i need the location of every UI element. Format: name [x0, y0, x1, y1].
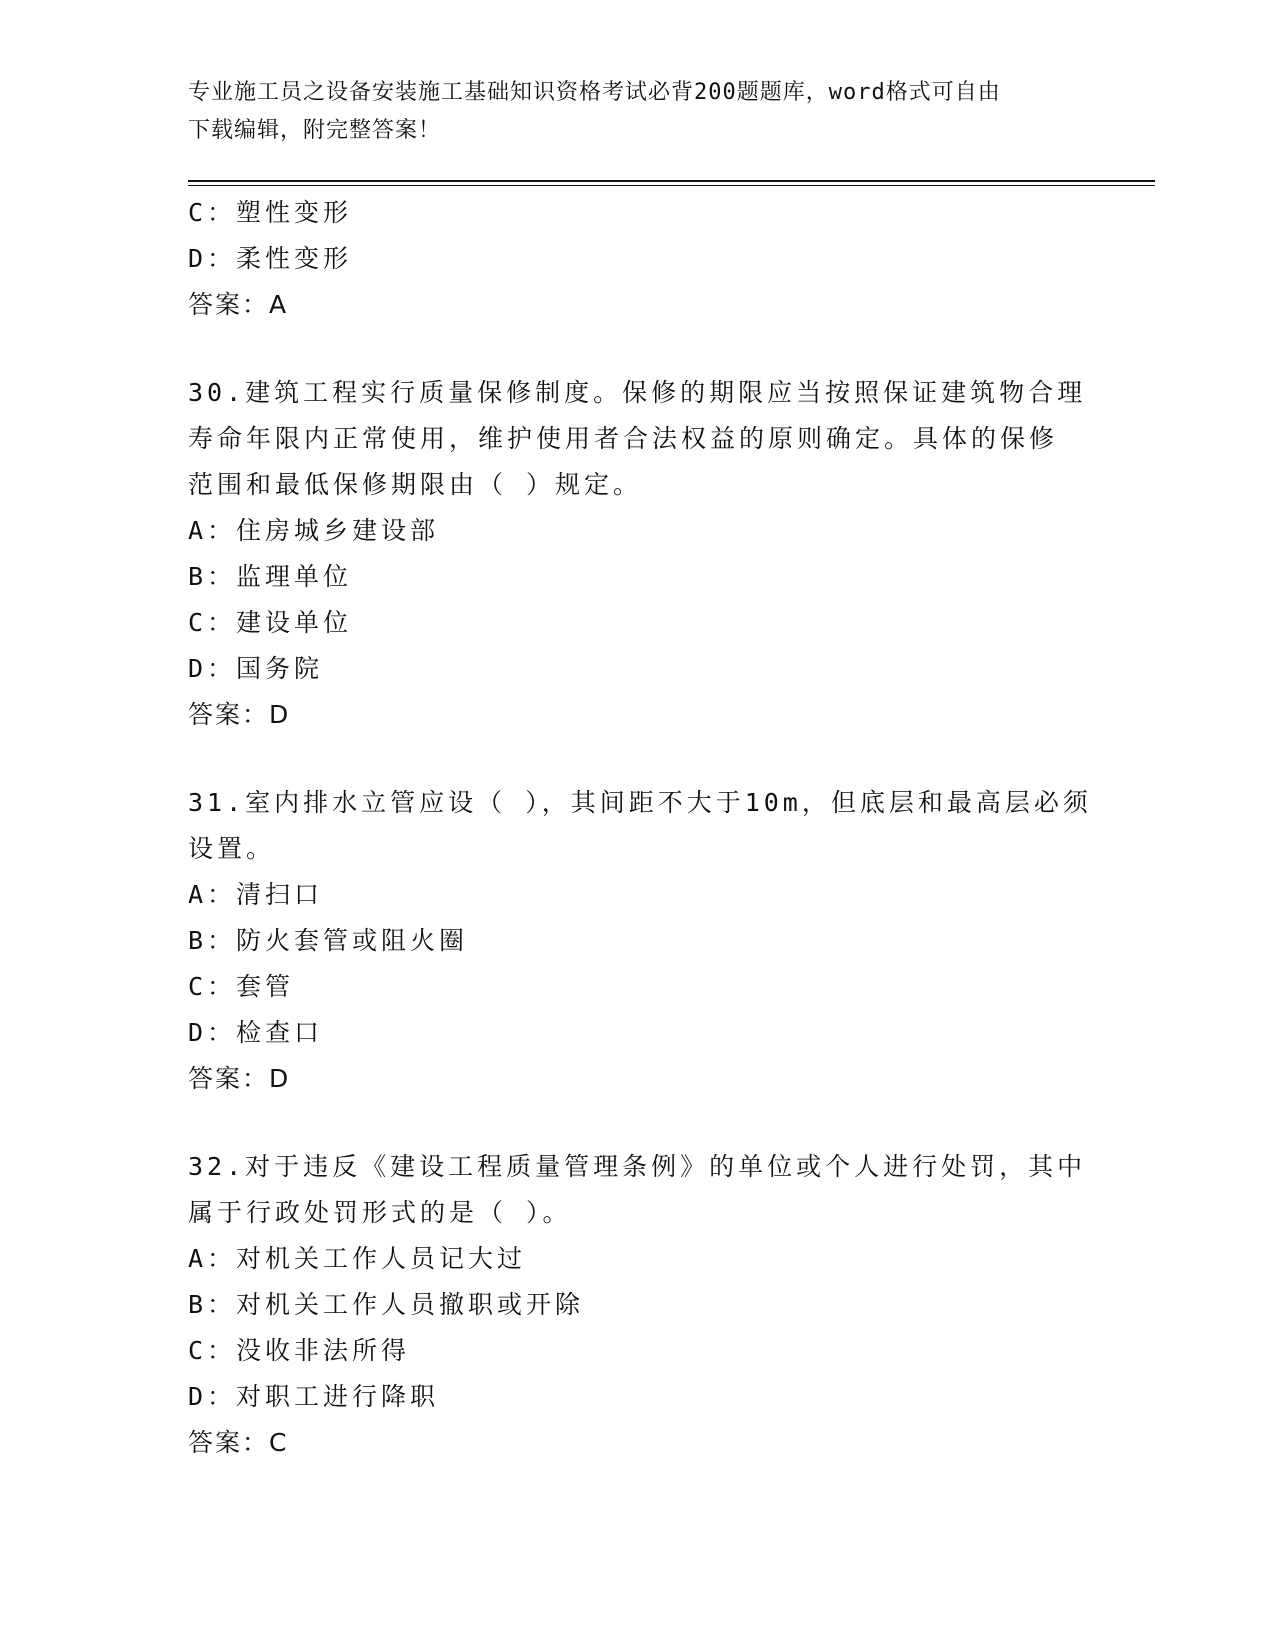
option-c: C：套管: [188, 972, 295, 1001]
answer-line: 答案：D: [188, 1064, 291, 1093]
question-stem-line: 30.建筑工程实行质量保修制度。保修的期限应当按照保证建筑物合理: [188, 378, 1087, 407]
document-header: [188, 74, 1088, 150]
answer-line: 答案：C: [188, 1428, 289, 1457]
option-d: D：检查口: [188, 1018, 324, 1047]
question-stem-line: 32.对于违反《建设工程质量管理条例》的单位或个人进行处罚，其中: [188, 1152, 1087, 1181]
question-stem-line: 范围和最低保修期限由（ ）规定。: [188, 470, 643, 499]
question-31: [188, 780, 1148, 1102]
spacer: [188, 1102, 1148, 1144]
option-c: C：没收非法所得: [188, 1336, 411, 1365]
question-stem-line: 31.室内排水立管应设（ ），其间距不大于10m，但底层和最高层必须: [188, 788, 1092, 817]
option-d: D：柔性变形: [188, 244, 353, 273]
answer-line: 答案：D: [188, 700, 291, 729]
header-rule-thick: [188, 180, 1155, 182]
question-content: [188, 190, 1148, 1466]
header-line-1: 专业施工员之设备安装施工基础知识资格考试必背200题题库，word格式可自由: [188, 80, 1001, 105]
option-a: A：清扫口: [188, 880, 324, 909]
spacer: [188, 738, 1148, 780]
answer-line: 答案：A: [188, 290, 289, 319]
option-b: B：监理单位: [188, 562, 353, 591]
header-rule-thin: [188, 185, 1155, 186]
question-stem-line: 属于行政处罚形式的是（ ）。: [188, 1198, 572, 1227]
option-d: D：国务院: [188, 654, 324, 683]
question-stem-line: 寿命年限内正常使用，维护使用者合法权益的原则确定。具体的保修: [188, 424, 1059, 453]
spacer: [188, 328, 1148, 370]
question-stem-line: 设置。: [188, 834, 276, 863]
previous-question-tail: [188, 190, 1148, 328]
option-a: A：住房城乡建设部: [188, 516, 440, 545]
option-d: D：对职工进行降职: [188, 1382, 440, 1411]
header-line-2: 下载编辑，附完整答案！: [188, 118, 442, 143]
question-30: [188, 370, 1148, 738]
option-b: B：对机关工作人员撤职或开除: [188, 1290, 585, 1319]
question-32: [188, 1144, 1148, 1466]
option-b: B：防火套管或阻火圈: [188, 926, 469, 955]
option-a: A：对机关工作人员记大过: [188, 1244, 527, 1273]
option-c: C：塑性变形: [188, 198, 353, 227]
option-c: C：建设单位: [188, 608, 353, 637]
